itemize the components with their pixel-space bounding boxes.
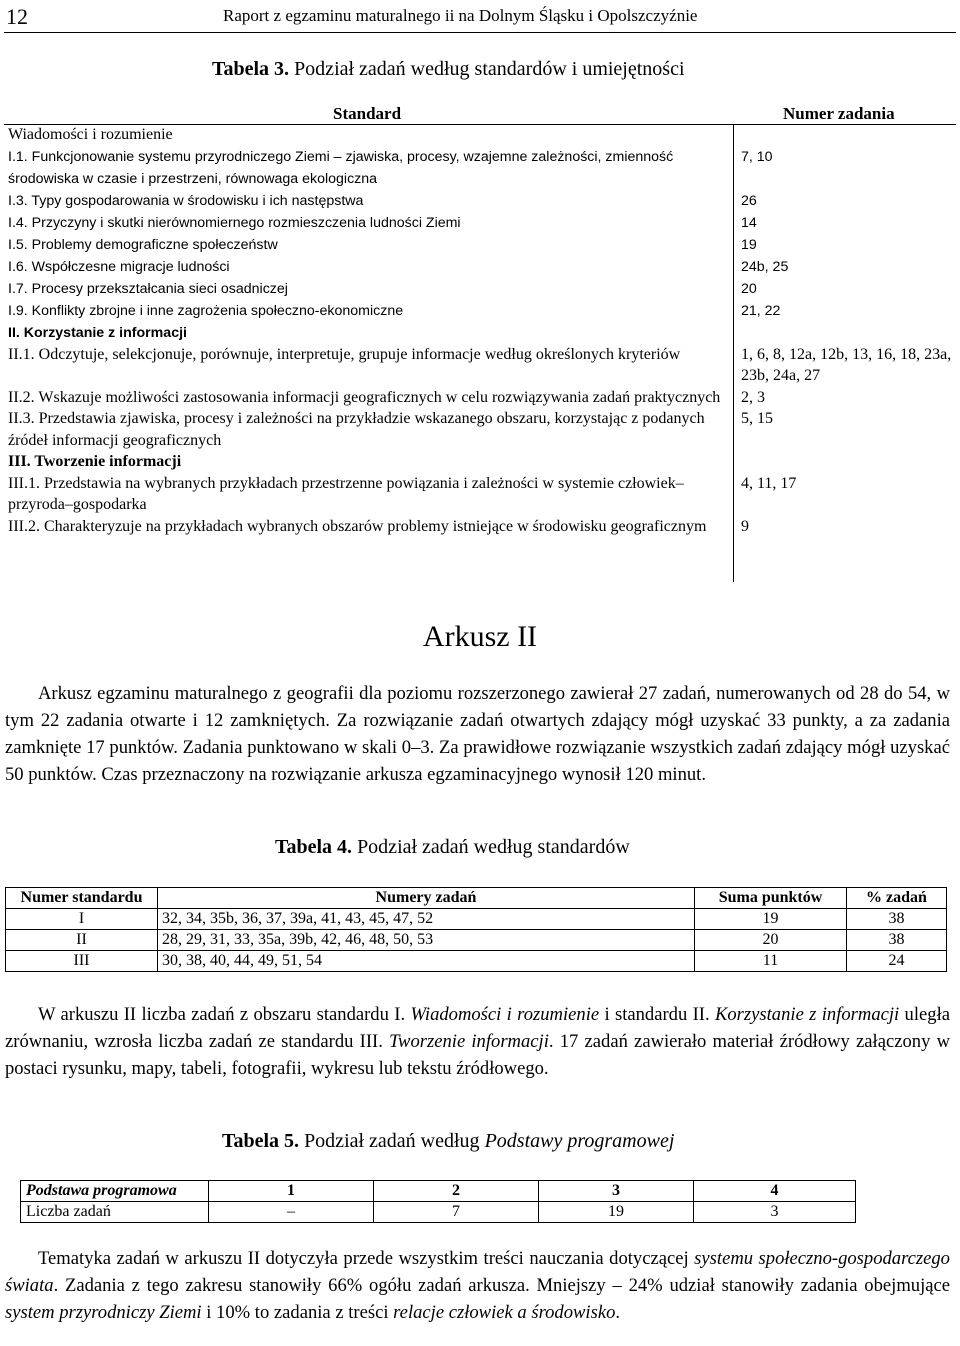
table-row [21, 1202, 856, 1223]
table4-cell: 11 [695, 951, 847, 972]
paragraph-standards [5, 1001, 950, 1082]
table4-header: Numery zadań [158, 888, 695, 909]
table-row [8, 516, 956, 538]
table3-standard: I.9. Konflikty zbrojne i inne zagrożenia społeczno-ekonomiczne [8, 302, 404, 319]
table5-cell: Liczba zadań [21, 1202, 209, 1223]
table5-cell: 3 [694, 1202, 856, 1223]
table-row [8, 451, 956, 473]
table-row [8, 387, 956, 409]
table4-cell: II [6, 930, 158, 951]
table3-numbers: 26 [741, 192, 757, 209]
table5-caption [222, 1130, 674, 1153]
table3-standard: I.4. Przyczyny i skutki nierównomiernego rozmieszczenia ludności Ziemi [8, 214, 461, 231]
table4-caption [275, 836, 630, 859]
table3-standard: II.3. Przedstawia zjawiska, procesy i zależności na przykładzie wskazanego obszaru, korzystając z podanych źródeł informacji geograficznych [8, 410, 705, 449]
table3-header-numer: Numer zadania [783, 104, 895, 123]
table4-cell: 30, 38, 40, 44, 49, 51, 54 [158, 951, 695, 972]
text-run: i 10% to zadania z treści [201, 1302, 394, 1323]
table-row [8, 190, 956, 212]
table-row [6, 930, 947, 951]
table3-numbers: 4, 11, 17 [741, 474, 797, 492]
section-title: Arkusz II [422, 620, 538, 653]
page-number: 12 [6, 4, 28, 29]
table5-cell: – [209, 1202, 374, 1223]
table-row [8, 344, 956, 387]
table3-numbers: 9 [741, 517, 749, 535]
table4-cell: I [6, 909, 158, 930]
header-rule [4, 32, 956, 33]
table-row [8, 408, 956, 451]
table3-numbers: 21, 22 [741, 302, 781, 319]
table5-caption-label: Tabela 5. [222, 1130, 300, 1152]
table5-header: 2 [374, 1181, 539, 1202]
table-row [8, 212, 956, 234]
table4-cell: III [6, 951, 158, 972]
table3-numbers: 19 [741, 236, 757, 253]
text-run: . [615, 1302, 621, 1323]
table-header-row [6, 888, 947, 909]
table-row [8, 473, 956, 516]
paragraph-arkusz: Arkusz egzaminu maturalnego z geografii dla poziomu rozszerzonego zawierał 27 zadań, numerowanych od 28 do 54, w tym 22 zadania otwarte i 12 zamkniętych. Za rozwiązanie zadań otwartych zdający mógł uzyskać 33 punkty, a za zadania zamknięte 17 punktów. Zadania punktowano w skali 0–3. Za prawidłowe rozwiązanie wszystkich zadań zdający mógł uzyskać 50 punktów. Czas przeznaczony na rozwiązanie arkusza egzaminacyjnego wynosił 120 minut. [5, 683, 950, 785]
table3-header-standard: Standard [333, 104, 402, 123]
italic-run: Wiadomości i rozumienie [410, 1004, 600, 1025]
table5-header: 1 [209, 1181, 374, 1202]
table5-caption-italic: Podstawy programowej [484, 1130, 675, 1152]
table5 [20, 1180, 856, 1223]
table3-numbers: 14 [741, 214, 757, 231]
table3-numbers: 7, 10 [741, 148, 773, 165]
table3-standard: III. Tworzenie informacji [8, 453, 182, 470]
table3-standard: I.6. Współczesne migracje ludności [8, 258, 230, 275]
italic-run: relacje człowiek a środowisko [393, 1302, 616, 1323]
table-row [6, 909, 947, 930]
table-header-row [21, 1181, 856, 1202]
table4-cell: 38 [847, 930, 947, 951]
table4 [5, 887, 947, 972]
table4-header: Numer standardu [6, 888, 158, 909]
table5-header: 3 [539, 1181, 694, 1202]
italic-run: Tworzenie informacji [389, 1031, 549, 1052]
table3-caption-label: Tabela 3. [212, 58, 290, 80]
table4-cell: 38 [847, 909, 947, 930]
paragraph-topics [5, 1245, 950, 1326]
text-run: uległa zrównaniu, wzrosła liczba zadań ze standardu III. [5, 1004, 950, 1052]
table4-header: % zadań [847, 888, 947, 909]
table3-numbers: 24b, 25 [741, 258, 789, 275]
table3-standard: Wiadomości i rozumienie [8, 126, 173, 143]
table-row [8, 124, 956, 146]
table3-standard: I.3. Typy gospodarowania w środowisku i ich następstwa [8, 192, 364, 209]
table3-numbers: 1, 6, 8, 12a, 12b, 13, 16, 18, 23a, 23b, 24a, 27 [741, 345, 952, 384]
table5-header: Podstawa programowa [21, 1181, 209, 1202]
table3-standard: I.1. Funkcjonowanie systemu przyrodniczego Ziemi – zjawiska, procesy, wzajemne zależności, zmienność środowiska w czasie i przestrzeni, równowaga ekologiczna [8, 148, 674, 187]
table-row [6, 951, 947, 972]
table-row [8, 322, 956, 344]
table-row [8, 234, 956, 256]
table3-standard: III.1. Przedstawia na wybranych przykładach przestrzenne powiązania i zależności w systemie człowiek–przyroda–gospodarka [8, 474, 684, 513]
table4-caption-text: Podział zadań według standardów [357, 836, 630, 858]
text-run: i standardu II. [599, 1004, 715, 1025]
table-row [8, 146, 956, 190]
table5-header: 4 [694, 1181, 856, 1202]
table4-cell: 20 [695, 930, 847, 951]
table5-cell: 7 [374, 1202, 539, 1223]
table4-cell: 32, 34, 35b, 36, 37, 39a, 41, 43, 45, 47, 52 [158, 909, 695, 930]
table3-standard: III.2. Charakteryzuje na przykładach wybranych obszarów problemy istniejące w środowisku geograficznym [8, 517, 707, 535]
table3-standard: II.1. Odczytuje, selekcjonuje, porównuje, interpretuje, grupuje informacje według określonych kryteriów [8, 345, 681, 363]
table3-numbers: 2, 3 [741, 388, 765, 406]
table3-caption [212, 58, 685, 81]
table3-standard: I.7. Procesy przekształcania sieci osadniczej [8, 280, 288, 297]
text-run: Tematyka zadań w arkuszu II dotyczyła przede wszystkim treści nauczania dotyczącej [38, 1248, 695, 1269]
text-run: . Zadania z tego zakresu stanowiły 66% ogółu zadań arkusza. Mniejszy – 24% udział stanowiły zadania obejmujące [53, 1275, 950, 1296]
table3-standard: I.5. Problemy demograficzne społeczeństw [8, 236, 278, 253]
table3-numbers: 5, 15 [741, 410, 773, 427]
text-run: W arkuszu II liczba zadań z obszaru standardu I. [38, 1004, 411, 1025]
table5-caption-text: Podział zadań według [304, 1130, 485, 1152]
table4-cell: 24 [847, 951, 947, 972]
italic-run: Korzystanie z informacji [714, 1004, 900, 1025]
italic-run: systemu społeczno-gospodarczego świata [5, 1248, 950, 1296]
table3-caption-text: Podział zadań według standardów i umiejętności [294, 58, 685, 80]
text-run: . 17 zadań zawierało materiał źródłowy załączony w postaci rysunku, mapy, tabeli, fotografii, wykresu lub tekstu źródłowego. [5, 1031, 950, 1079]
running-header: Raport z egzaminu maturalnego ii na Dolnym Śląsku i Opolszczyźnie [223, 6, 698, 25]
table4-cell: 19 [695, 909, 847, 930]
table3-standard: II.2. Wskazuje możliwości zastosowania informacji geograficznych w celu rozwiązywania zadań praktycznych [8, 388, 721, 406]
table3 [8, 124, 956, 537]
table-row [8, 256, 956, 278]
table5-cell: 19 [539, 1202, 694, 1223]
table4-caption-label: Tabela 4. [275, 836, 353, 858]
table4-header: Suma punktów [695, 888, 847, 909]
italic-run: system przyrodniczy Ziemi [5, 1302, 202, 1323]
table-row [8, 300, 956, 322]
table4-cell: 28, 29, 31, 33, 35a, 39b, 42, 46, 48, 50, 53 [158, 930, 695, 951]
table-row [8, 278, 956, 300]
table3-standard: II. Korzystanie z informacji [8, 324, 187, 341]
table3-numbers: 20 [741, 280, 757, 297]
